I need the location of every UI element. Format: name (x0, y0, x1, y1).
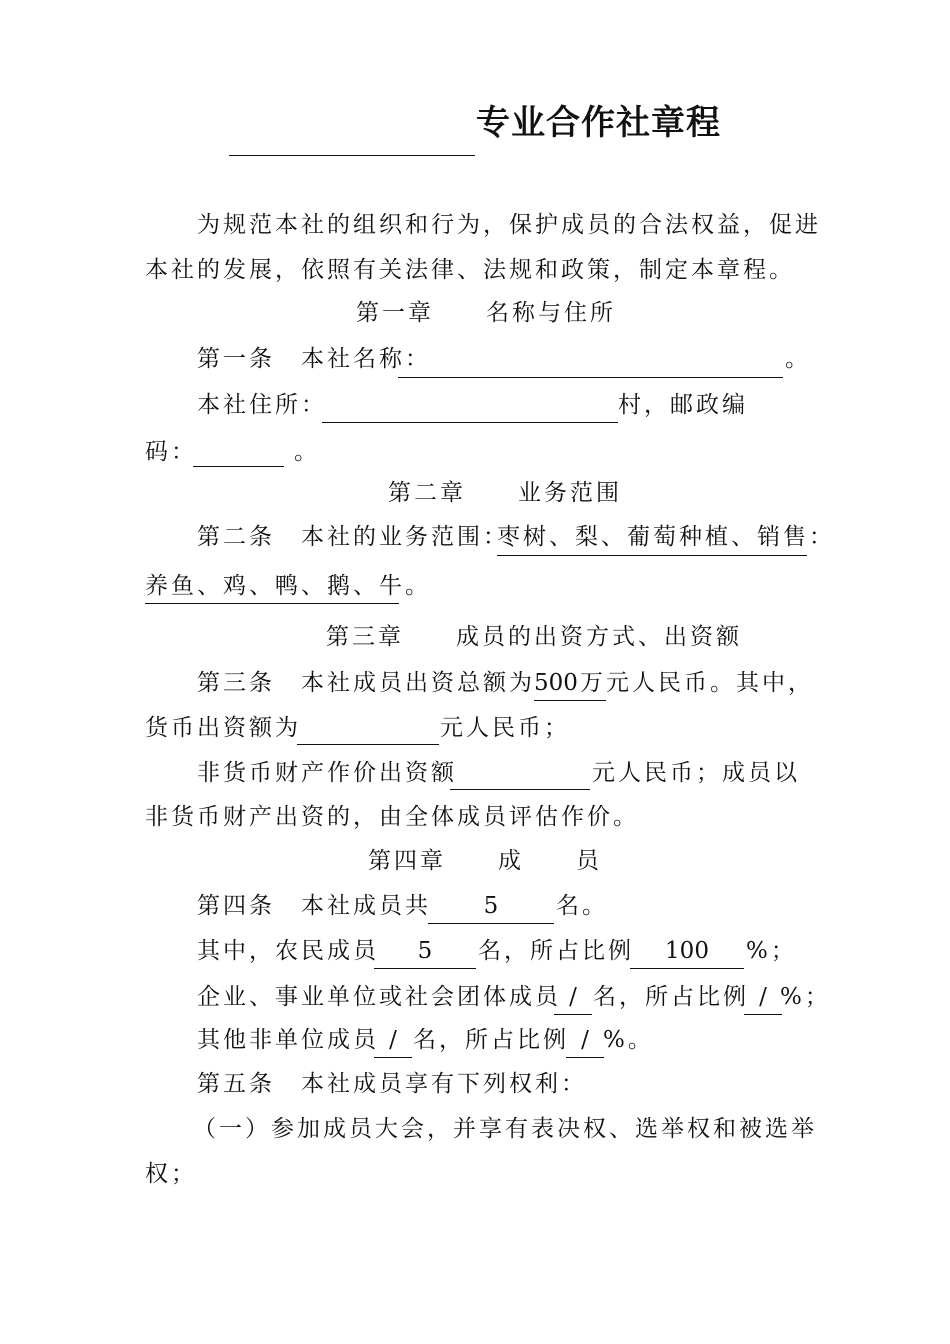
postcode-blank (193, 466, 284, 467)
article-4-label: 第四条 本社成员共 (197, 893, 431, 919)
chapter-3-heading: 第三章 成员的出资方式、出资额 (326, 624, 742, 650)
noncash-capital-label: 非货币财产作价出资额 (197, 760, 457, 786)
noncash-capital-blank (450, 789, 590, 790)
right-1-line-2: 权； (145, 1161, 197, 1187)
other-members-percent: / (581, 1027, 589, 1053)
cooperative-name-blank (398, 377, 783, 378)
chapter-4-heading: 第四章 成 员 (368, 848, 602, 874)
address-label: 本社住所： (197, 392, 327, 418)
document-title: 专业合作社章程 (476, 103, 721, 143)
org-members-underline (554, 1014, 592, 1015)
cooperative-name-blank-line (229, 155, 475, 156)
article-1-end: 。 (785, 346, 811, 372)
cash-capital-label: 货币出资额为 (145, 715, 301, 741)
org-members-percent: / (759, 984, 767, 1010)
business-scope-underline-1 (497, 555, 807, 556)
address-blank (322, 422, 618, 423)
other-members-end: %。 (603, 1027, 654, 1053)
other-members-percent-underline (566, 1057, 604, 1058)
address-suffix: 村，邮政编 (618, 392, 748, 418)
business-scope-value-2: 养鱼、鸡、鸭、鹅、牛。 (145, 573, 431, 599)
postcode-label: 码： (145, 439, 197, 465)
article-3-prefix: 第三条 本社成员出资总额为 (197, 670, 535, 696)
org-members-mid: 名，所占比例 (593, 984, 749, 1010)
cash-capital-suffix: 元人民币； (440, 715, 570, 741)
business-scope-underline-2 (145, 603, 399, 604)
member-total-count: 5 (483, 893, 499, 919)
farmer-members-underline (374, 968, 476, 969)
farmer-members-label: 其中，农民成员 (197, 938, 379, 964)
article-1-label: 第一条 本社名称： (197, 346, 431, 372)
farmer-members-count: 5 (417, 938, 433, 964)
chapter-1-heading: 第一章 名称与住所 (356, 300, 616, 326)
other-members-label: 其他非单位成员 (197, 1027, 379, 1053)
postcode-end: 。 (294, 439, 320, 465)
other-members-count: / (389, 1027, 397, 1053)
noncash-capital-suffix: 元人民币；成员以 (592, 760, 800, 786)
chapter-2-heading: 第二章 业务范围 (388, 480, 622, 506)
org-members-label: 企业、事业单位或社会团体成员 (197, 984, 561, 1010)
org-members-percent-underline (744, 1014, 782, 1015)
noncash-capital-line-2: 非货币财产出资的，由全体成员评估作价。 (145, 804, 639, 830)
other-members-underline (374, 1057, 412, 1058)
total-capital-underline (534, 700, 606, 701)
other-members-mid: 名，所占比例 (413, 1027, 569, 1053)
intro-line-2: 本社的发展，依照有关法律、法规和政策，制定本章程。 (145, 257, 795, 283)
article-5-heading: 第五条 本社成员享有下列权利： (197, 1071, 587, 1097)
business-scope-value-1: 枣树、梨、葡萄种植、销售： (497, 524, 835, 550)
article-4-suffix: 名。 (556, 893, 608, 919)
member-total-underline (428, 923, 554, 924)
intro-line-1: 为规范本社的组织和行为，保护成员的合法权益，促进 (197, 212, 821, 238)
farmer-members-end: %； (746, 938, 797, 964)
org-members-end: %； (780, 984, 831, 1010)
cash-capital-blank (297, 744, 439, 745)
org-members-count: / (569, 984, 577, 1010)
article-2-label: 第二条 本社的业务范围： (197, 524, 509, 550)
article-3-suffix: 万元人民币。其中， (580, 670, 814, 696)
right-1-line-1: （一）参加成员大会，并享有表决权、选举权和被选举 (193, 1116, 817, 1142)
total-capital-amount: 500 (534, 670, 578, 696)
farmer-members-percent-underline (630, 968, 744, 969)
farmer-members-percent: 100 (665, 938, 709, 964)
farmer-members-mid: 名，所占比例 (478, 938, 634, 964)
